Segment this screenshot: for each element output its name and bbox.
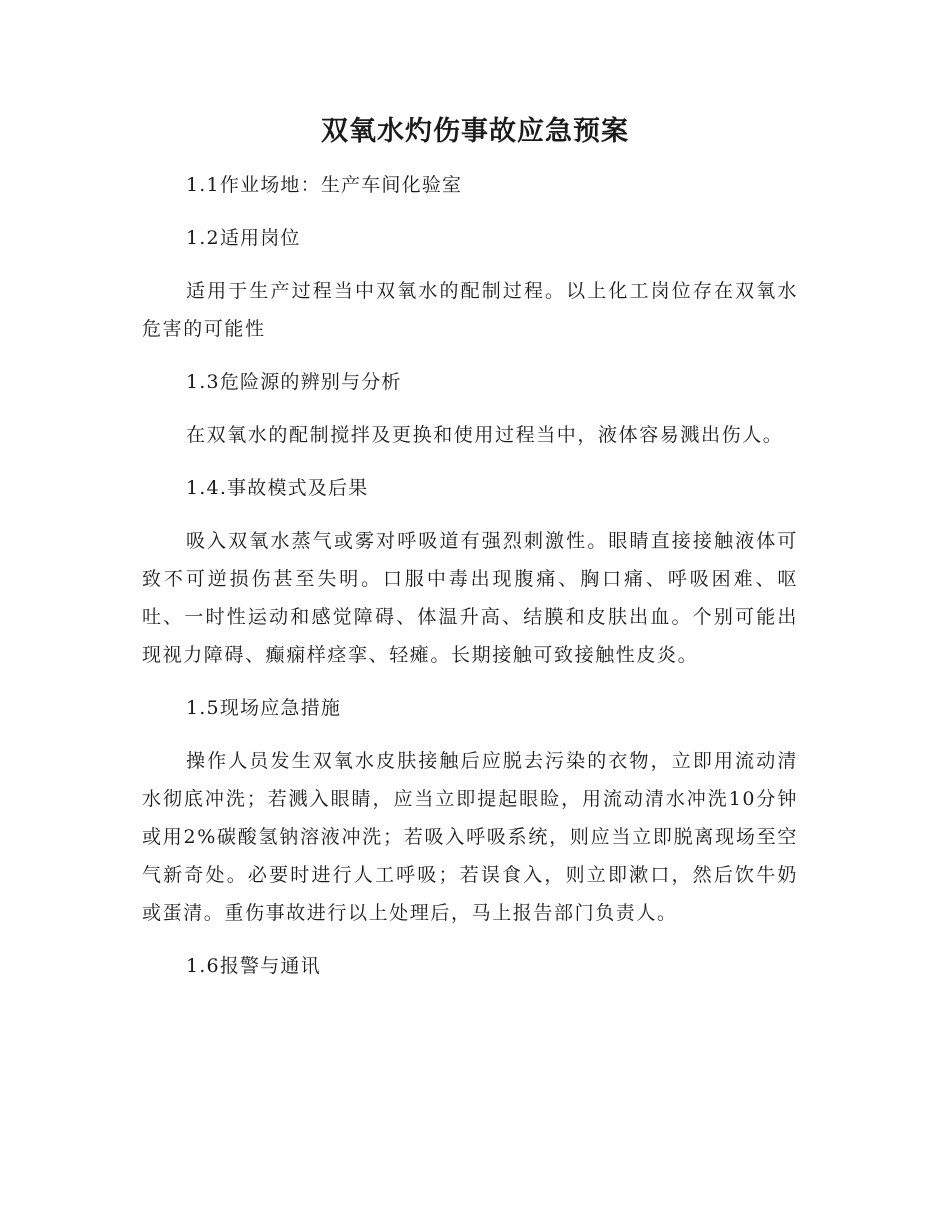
document-title: 双氧水灼伤事故应急预案 <box>321 116 629 147</box>
section-heading-1-3: 1.3危险源的辨别与分析 <box>186 371 402 393</box>
section-heading-1-5: 1.5现场应急措施 <box>186 697 342 719</box>
section-heading-1-2: 1.2适用岗位 <box>186 227 301 249</box>
paragraph-emergency-measures: 操作人员发生双氧水皮肤接触后应脱去污染的衣物，立即用流动清水彻底冲洗；若溅入眼睛，应当立即提起眼睑，用流动清水冲洗10分钟或用2%碳酸氢钠溶液冲洗；若吸入呼吸系统，则应当立即脱离现场至空气新奇处。必要时进行人工呼吸；若误食入，则立即漱口，然后饮牛奶或蛋清。重伤事故进行以上处理后，马上报告部门负责人。 <box>142 750 798 924</box>
section-heading-1-1: 1.1作业场地：生产车间化验室 <box>186 174 463 196</box>
paragraph-hazard-analysis: 在双氧水的配制搅拌及更换和使用过程当中，液体容易溅出伤人。 <box>186 424 784 446</box>
paragraph-applicable-positions: 适用于生产过程当中双氧水的配制过程。以上化工岗位存在双氧水危害的可能性 <box>142 280 798 340</box>
section-heading-1-6: 1.6报警与通讯 <box>186 955 321 977</box>
section-heading-1-4: 1.4.事故模式及后果 <box>186 477 369 499</box>
paragraph-accident-consequences: 吸入双氧水蒸气或雾对呼吸道有强烈刺激性。眼睛直接接触液体可致不可逆损伤甚至失明。口服中毒出现腹痛、胸口痛、呼吸困难、呕吐、一时性运动和感觉障碍、体温升高、结膜和皮肤出血。个别可能出现视力障碍、癫痫样痉挛、轻瘫。长期接触可致接触性皮炎。 <box>142 530 798 666</box>
